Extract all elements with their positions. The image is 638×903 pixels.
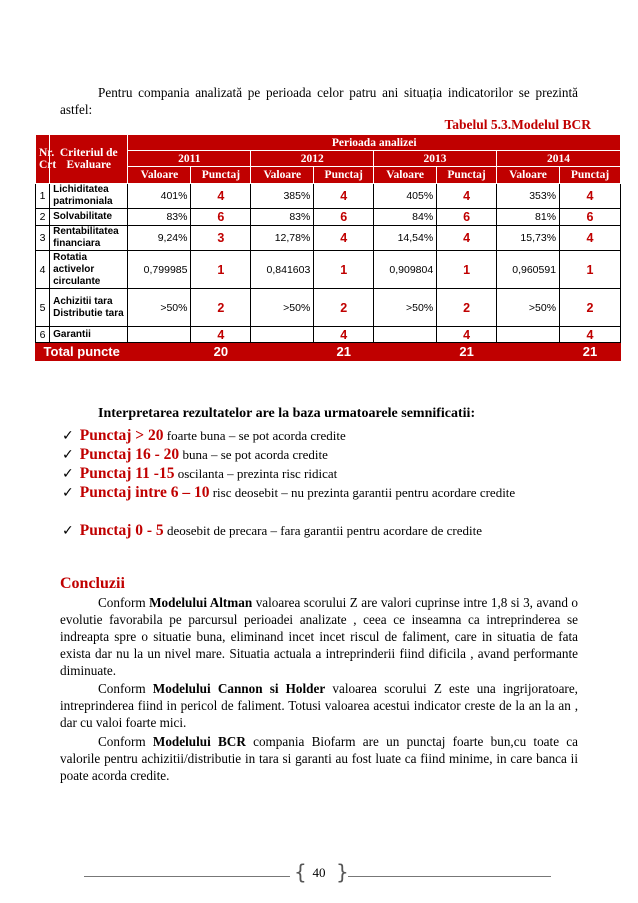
cell-valoare: 401% [128,184,191,209]
row-number: 2 [36,209,50,226]
cell-valoare [128,327,191,343]
legend-text: buna – se pot acorda credite [179,447,328,462]
intro-paragraph: Pentru compania analizată pe perioada celor patru ani situația indicatorilor se prezintă astfel: [60,85,578,117]
cell-valoare: 0,960591 [496,251,559,289]
table-row [36,289,621,327]
cell-valoare: 0,799985 [128,251,191,289]
header-year-2014: 2014 [496,151,620,167]
cannon-holder-model-name: Modelului Cannon si Holder [152,681,326,696]
header-valoare: Valoare [251,167,314,184]
cell-valoare: >50% [374,289,437,327]
legend-key: Punctaj 16 - 20 [79,446,180,463]
cell-punctaj: 4 [314,184,374,209]
cell-valoare [374,327,437,343]
conclusion-cannon-holder: Conform Modelului Cannon si Holder valoarea scorului Z este una ingrijoratoare, intreprinderea fiind in pericol de faliment. Totusi valoarea acestui indicator creste de la an la an , dar cu valoi foarte mici. [60,681,578,730]
right-brace: } [336,860,349,884]
row-number: 4 [36,251,50,289]
table-row [36,327,621,343]
conclusions-heading: Concluzii [60,575,125,592]
header-punctaj: Punctaj [560,167,621,184]
cell-punctaj: 6 [437,209,497,226]
cell-punctaj: 4 [437,226,497,251]
total-2014: 21 [560,343,621,361]
header-punctaj: Punctaj [437,167,497,184]
cell-punctaj: 4 [437,184,497,209]
cell-valoare: 0,909804 [374,251,437,289]
cell-valoare: 405% [374,184,437,209]
row-number: 1 [36,184,50,209]
header-perioada: Perioada analizei [128,135,621,151]
cell-punctaj: 2 [191,289,251,327]
cell-punctaj: 4 [560,226,621,251]
cell-valoare: 12,78% [251,226,314,251]
cell-punctaj: 4 [191,184,251,209]
legend-item [60,484,580,502]
cell-punctaj: 2 [437,289,497,327]
row-criterion: Solvabilitate [50,209,128,226]
check-icon: ✓ [62,447,74,463]
cell-punctaj: 2 [560,289,621,327]
cell-punctaj: 1 [560,251,621,289]
cell-punctaj: 1 [191,251,251,289]
row-criterion: Garantii [50,327,128,343]
cell-valoare: >50% [251,289,314,327]
total-row [36,343,621,361]
legend-text: risc deosebit – nu prezinta garantii pentru acordare credite [209,485,516,500]
cell-valoare: 83% [251,209,314,226]
cell-punctaj: 1 [314,251,374,289]
cell-punctaj: 2 [314,289,374,327]
header-valoare: Valoare [496,167,559,184]
row-criterion: Rotatia activelor circulante [50,251,128,289]
total-label: Total puncte [36,343,128,361]
row-number: 5 [36,289,50,327]
cell-valoare [496,327,559,343]
cell-punctaj: 4 [560,327,621,343]
cell-valoare: 15,73% [496,226,559,251]
header-valoare: Valoare [128,167,191,184]
header-criteriu: Criteriul de Evaluare [50,135,128,184]
cell-valoare: 0,841603 [251,251,314,289]
check-icon: ✓ [62,523,74,539]
check-icon: ✓ [62,485,74,501]
conclusion-altman: Conform Modelului Altman valoarea scorului Z are valori cuprinse intre 1,8 si 3, avand o evolutie favorabila pe parcursul perioadei analizate , ceea ce inseamna ca intreprinderea se indreapta spre o situatie buna, eliminand incet incet riscul de faliment, care in situatia de fata exista dar nu la un nivel mare. Situatia actuala a intreprinderii fiind dificila , avand performante diminuate. [60,595,578,678]
table-row [36,184,621,209]
cell-punctaj: 6 [191,209,251,226]
cell-punctaj: 4 [437,327,497,343]
cell-valoare: 81% [496,209,559,226]
row-number: 3 [36,226,50,251]
cell-valoare: 385% [251,184,314,209]
table-row [36,226,621,251]
header-punctaj: Punctaj [191,167,251,184]
header-year-2011: 2011 [128,151,251,167]
check-icon: ✓ [62,466,74,482]
page-number: 40 [312,865,326,880]
header-year-2012: 2012 [251,151,374,167]
footer-line-left [84,876,290,877]
total-2012: 21 [314,343,374,361]
conclusion-bcr: Conform Modelului BCR compania Biofarm are un punctaj foarte bun,cu toate ca valorile pentru achizitii/distributie in tara si garanti au fost luate ca fiind minime, in care banca ii poate acorda credite. [60,734,579,783]
table-row [36,209,621,226]
legend-text: oscilanta – prezinta risc ridicat [174,466,338,481]
legend-item [60,465,580,483]
cell-valoare: 14,54% [374,226,437,251]
cell-punctaj: 6 [560,209,621,226]
row-criterion: Rentabilitatea financiara [50,226,128,251]
cell-valoare: 9,24% [128,226,191,251]
header-punctaj: Punctaj [314,167,374,184]
cell-valoare: 353% [496,184,559,209]
header-nr: Nr. Crt [36,135,50,184]
legend-key: Punctaj 11 -15 [79,465,175,482]
legend-text: foarte buna – se pot acorda credite [163,428,346,443]
left-brace: { [294,860,307,884]
cell-punctaj: 4 [191,327,251,343]
legend-item [60,427,580,445]
legend-key: Punctaj 0 - 5 [79,522,164,539]
interpretation-title: Interpretarea rezultatelor are la baza urmatoarele semnificatii: [98,406,476,421]
altman-model-name: Modelului Altman [149,595,253,610]
cell-valoare: 83% [128,209,191,226]
cell-punctaj: 6 [314,209,374,226]
cell-valoare [251,327,314,343]
bcr-table [35,134,621,361]
row-criterion: Achizitii tara Distributie tara [50,289,128,327]
row-criterion: Lichiditatea patrimoniala [50,184,128,209]
table-caption: Tabelul 5.3.Modelul BCR [444,117,591,132]
check-icon: ✓ [62,428,74,444]
total-2013: 21 [437,343,497,361]
legend-key: Punctaj > 20 [79,427,164,444]
table-row [36,251,621,289]
cell-punctaj: 4 [314,226,374,251]
header-valoare: Valoare [374,167,437,184]
legend-key: Punctaj intre 6 – 10 [79,484,210,501]
cell-punctaj: 1 [437,251,497,289]
legend-item [60,446,580,464]
footer-line-right [348,876,551,877]
bcr-model-name: Modelului BCR [152,734,246,749]
cell-punctaj: 4 [560,184,621,209]
cell-valoare: >50% [496,289,559,327]
row-number: 6 [36,327,50,343]
cell-punctaj: 4 [314,327,374,343]
legend-text: deosebit de precara – fara garantii pentru acordare de credite [163,523,483,538]
total-2011: 20 [191,343,251,361]
cell-punctaj: 3 [191,226,251,251]
cell-valoare: 84% [374,209,437,226]
legend-item [60,522,580,540]
header-year-2013: 2013 [374,151,497,167]
cell-valoare: >50% [128,289,191,327]
